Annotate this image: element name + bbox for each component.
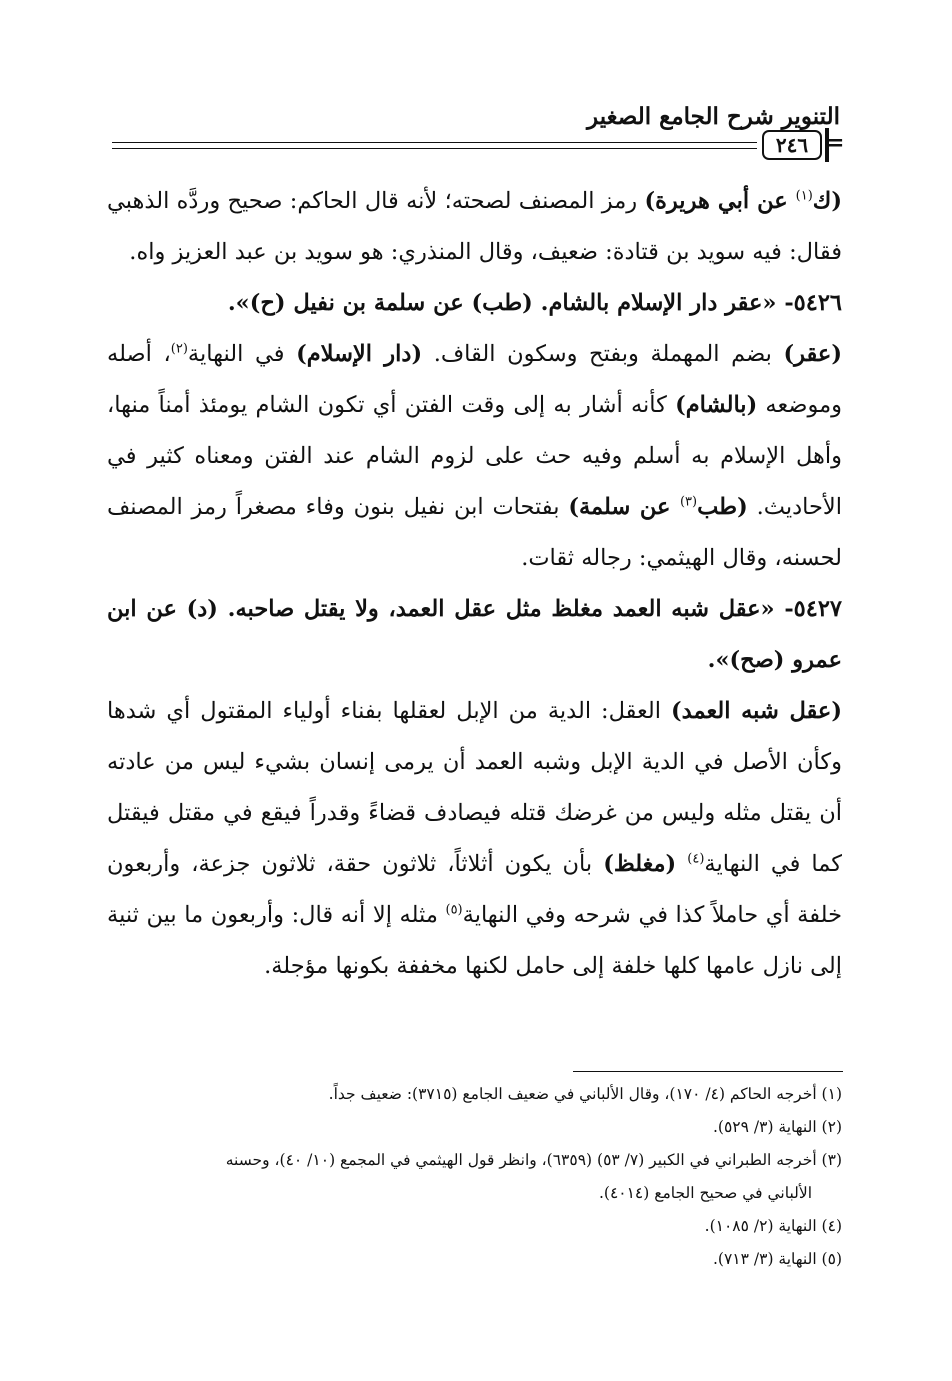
footnote-ref-2[interactable]: (٢)	[170, 341, 188, 357]
hadith-5426: ٥٤٢٦- «عقر دار الإسلام بالشام. (طب) عن سلمة بن نفيل (ح)».	[227, 290, 842, 316]
header-rule	[112, 142, 757, 143]
footnote-divider	[573, 1071, 843, 1072]
page-number: ٢٤٦	[762, 130, 822, 160]
footnote-4: (٤) النهاية (٢/ ١٠٨٥).	[704, 1217, 842, 1235]
header-ornament: =	[826, 130, 845, 156]
commentary-paragraph-2: (عقر) بضم المهملة وبفتح وسكون القاف. (دار الإسلام) في النهاية$^{(٢)}$، أصله وموضعه (بالشام) كأنه أشار به إلى وقت الفتن أي تكون الشام يومئذ أمناً منها، وأهل الإسلام به أسلم وفيه حث على لزوم الشام عند الفتن ومعناه كثير في الأحاديث. (طب$^{(٣)}$ عن سلمة) بفتحات ابن نفيل بنون وفاء مصغراً رمز المصنف لحسنه، وقال الهيثمي: رجاله ثقات.	[107, 341, 842, 571]
hadith-5427: ٥٤٢٧- «عقل شبه العمد مغلظ مثل عقل العمد، ولا يقتل صاحبه. (د) عن ابن عمرو (صح)».	[107, 596, 842, 673]
commentary-paragraph-3: (عقل شبه العمد) العقل: الدية من الإبل لعقلها بفناء أولياء المقتول أي شدها وكأن الأصل في الدية الإبل وشبه العمد أن يرمى إنسان بشيء ليس من عادته أن يقتل مثله وليس من غرضك قتله فيصادف قضاءً وقدراً فيقع في مقتل فيقتل كما في النهاية$^{(٤)}$ (مغلظ) بأن يكون أثلاثاً، ثلاثون حقة، ثلاثون جزعة، وأربعون خلفة أي حاملاً كذا في شرحه وفي النهاية$^{(٥)}$ مثله إلا أنه قال: وأربعون ما بين ثنية إلى نازل عامها كلها خلفة إلى حامل لكنها مخففة بكونها مؤجلة.	[107, 698, 843, 979]
footnotes	[107, 1078, 842, 1276]
footnote-ref-4[interactable]: (٤)	[687, 851, 705, 867]
footnote-5: (٥) النهاية (٣/ ٧١٣).	[713, 1250, 842, 1268]
footnote-3-continued: الألباني في صحيح الجامع (٤٠١٤).	[598, 1184, 812, 1202]
footnote-1: (١) أخرجه الحاكم (٤/ ١٧٠)، وقال الألباني في ضعيف الجامع (٣٧١٥): ضعيف جداً.	[328, 1085, 842, 1103]
commentary-paragraph-1: (ك$^{(١)}$ عن أبي هريرة) رمز المصنف لصحته؛ لأنه قال الحاكم: صحيح وردَّه الذهبي فقال: فيه سويد بن قتادة: ضعيف، وقال المنذري: هو سويد بن عبد العزيز واه.	[107, 188, 842, 265]
footnote-ref-3[interactable]: (٣)	[679, 494, 698, 510]
footnote-ref-1[interactable]: (١)	[795, 188, 813, 204]
main-text	[107, 176, 842, 992]
footnote-ref-5[interactable]: (٥)	[445, 902, 463, 918]
running-title: التنوير شرح الجامع الصغير	[587, 103, 840, 130]
footnote-2: (٢) النهاية (٣/ ٥٢٩).	[713, 1118, 842, 1136]
footnote-3: (٣) أخرجه الطبراني في الكبير (٧/ ٥٣) (٦٣٥٩)، وانظر قول الهيثمي في المجمع (١٠/ ٤٠)، وحسنه	[225, 1151, 842, 1169]
header-rule	[112, 148, 757, 149]
